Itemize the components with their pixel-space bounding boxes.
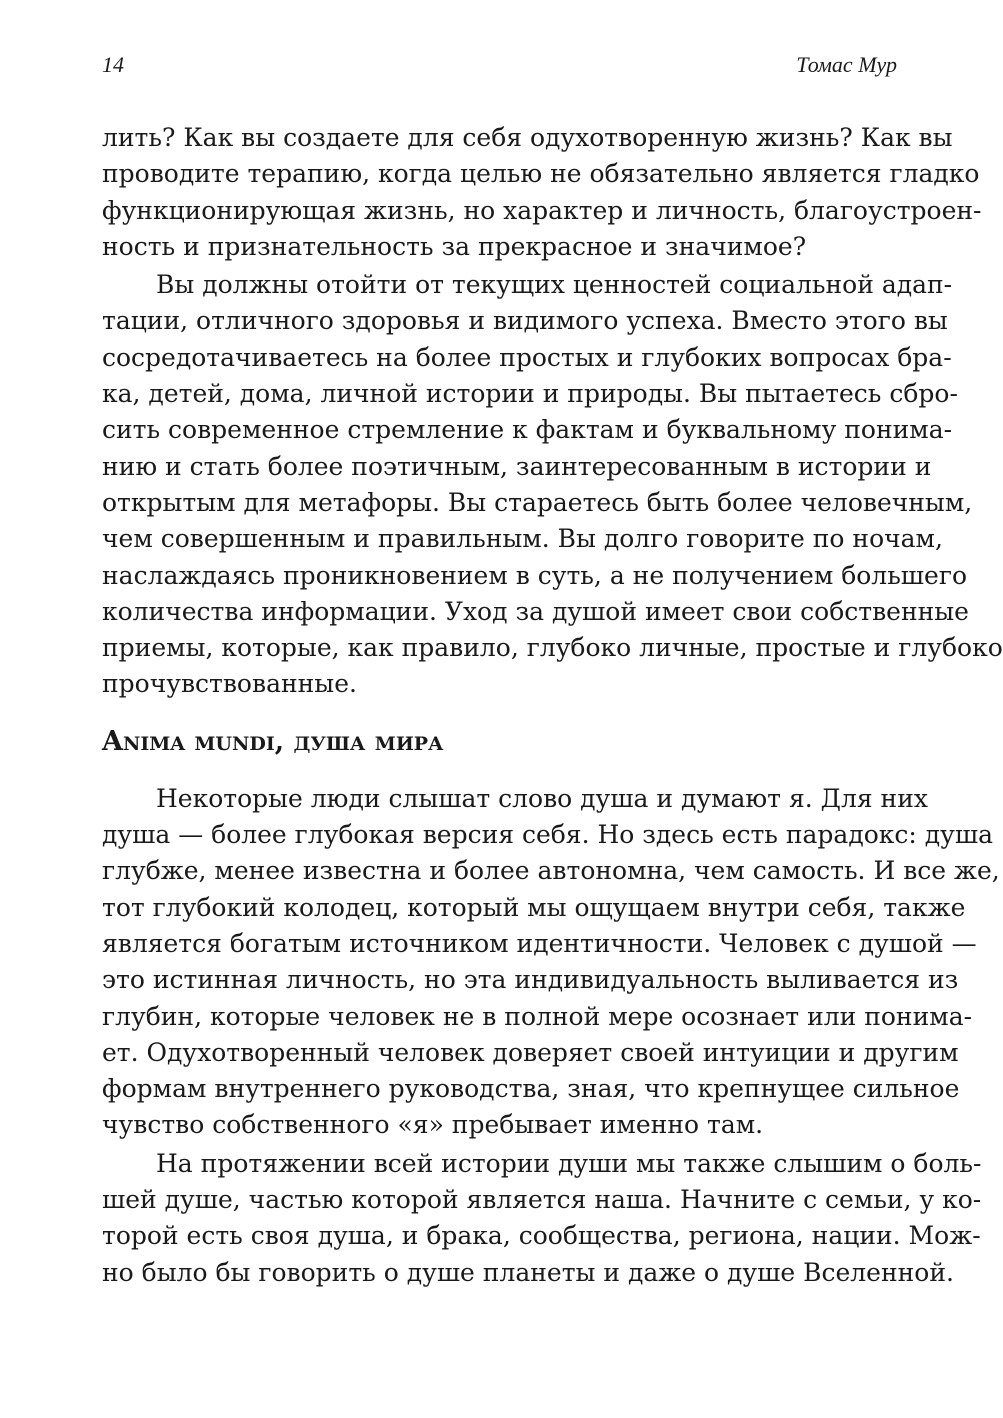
text-line: открытым для метафоры. Вы стараетесь быть более человечным, [102, 487, 973, 517]
text-line: торой есть своя душа, и брака, сообщества, региона, нации. Мож- [102, 1221, 981, 1251]
text-line: приемы, которые, как правило, глубоко личные, простые и глубоко [102, 633, 1003, 663]
paragraph-continued [102, 120, 982, 265]
text-line: проводите терапию, когда целью не обязательно является гладко [102, 159, 980, 189]
text-line: тот глубокий колодец, который мы ощущаем внутри себя, также [102, 892, 966, 922]
page-body [102, 120, 1003, 1291]
text-line: тации, отличного здоровья и видимого успеха. Вместо этого вы [102, 306, 948, 336]
text-line: сить современное стремление к фактам и буквальному понима- [102, 415, 953, 445]
text-line: нию и стать более поэтичным, заинтересованным в истории и [102, 451, 932, 481]
paragraph-greater-soul [102, 1146, 982, 1291]
paragraph-soul-and-self [102, 781, 1000, 1144]
text-line: Некоторые люди слышат слово душа и думают я. Для них [156, 783, 928, 813]
text-line: сосредотачиваетесь на более простых и глубоких вопросах бра- [102, 342, 952, 372]
text-line: является богатым источником идентичности. Человек с душой — [102, 928, 977, 958]
text-line: формам внутреннего руководства, зная, что крепнущее сильное [102, 1074, 960, 1104]
page-number: 14 [102, 52, 124, 77]
section-heading: Anima mundi, душа мира [102, 725, 444, 757]
paragraph-soul-care-practices [102, 267, 1003, 703]
text-line: это истинная личность, но эта индивидуальность выливается из [102, 965, 959, 995]
text-line: ность и признательность за прекрасное и значимое? [102, 231, 807, 261]
text-line: шей душе, частью которой является наша. Начните с семьи, у ко- [102, 1185, 982, 1215]
text-line: ка, детей, дома, личной истории и природы. Вы пытаетесь сбро- [102, 379, 958, 409]
text-line: глубин, которые человек не в полной мере осознает или понима- [102, 1001, 973, 1031]
text-line: На протяжении всей истории души мы также слышим о боль- [156, 1148, 982, 1178]
text-line: чем совершенным и правильным. Вы долго говорите по ночам, [102, 524, 943, 554]
text-line: но было бы говорить о душе планеты и даже о душе Вселенной. [102, 1257, 954, 1287]
text-line: ет. Одухотворенный человек доверяет своей интуиции и другим [102, 1037, 959, 1067]
running-head-author: Томас Мур [796, 52, 897, 77]
text-line: Вы должны отойти от текущих ценностей социальной адап- [156, 270, 953, 300]
text-line: лить? Как вы создаете для себя одухотворенную жизнь? Как вы [102, 123, 953, 152]
text-line: прочувствованные. [102, 669, 357, 699]
text-line: глубже, менее известна и более автономна, чем самость. И все же, [102, 856, 1000, 886]
text-line: душа — более глубокая версия себя. Но здесь есть парадокс: душа [102, 820, 994, 850]
text-line: чувство собственного «я» пребывает именно там. [102, 1110, 764, 1140]
text-line: функционирующая жизнь, но характер и личность, благоустроен- [102, 195, 982, 225]
text-line: количества информации. Уход за душой имеет свои собственные [102, 596, 969, 626]
running-header [0, 52, 1000, 82]
text-line: наслаждаясь проникновением в суть, а не получением большего [102, 560, 967, 590]
